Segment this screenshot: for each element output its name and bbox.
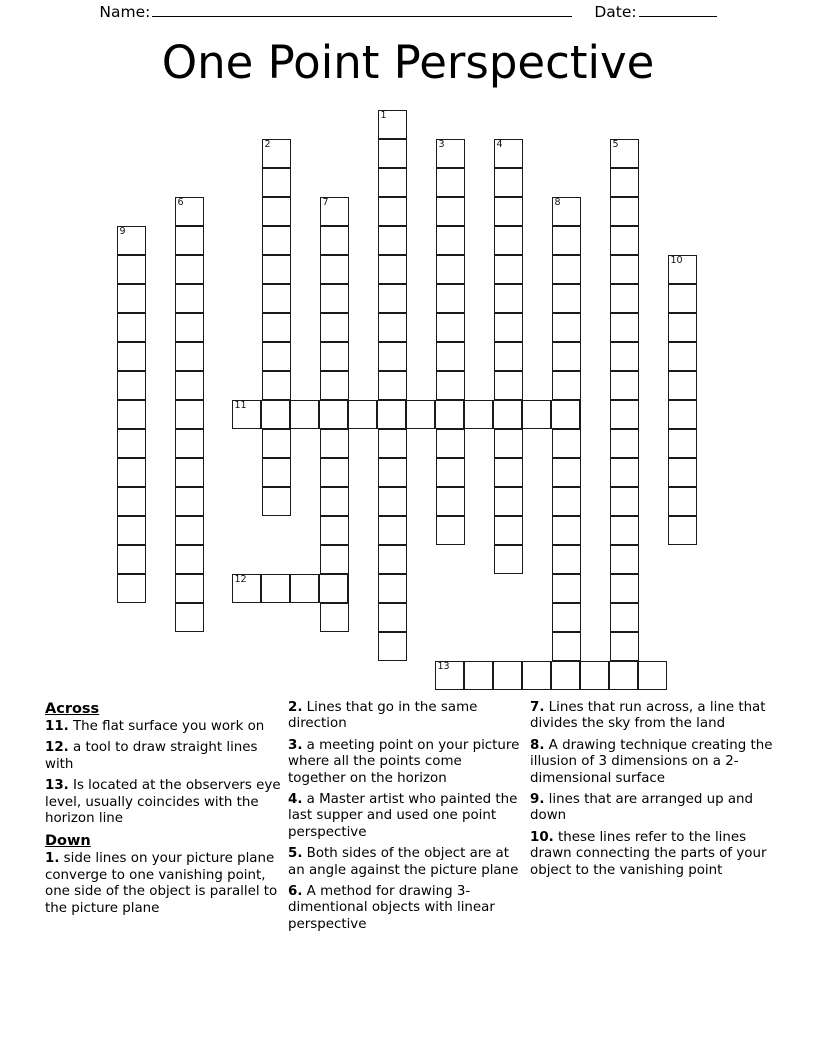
crossword-cell[interactable] [610,632,639,661]
crossword-cell[interactable] [378,545,407,574]
crossword-cell[interactable] [320,226,349,255]
crossword-cell[interactable] [552,342,581,371]
clue-down-8 [530,738,775,787]
crossword-cell[interactable] [493,400,522,429]
crossword-cell[interactable] [378,226,407,255]
crossword-cell[interactable] [610,197,639,226]
crossword-cell[interactable] [262,487,291,516]
clue-text: Lines that go in the same direction [288,700,478,732]
crossword-cell[interactable] [117,487,146,516]
crossword-cell[interactable] [493,661,522,690]
crossword-cell[interactable] [320,458,349,487]
crossword-cell[interactable] [610,458,639,487]
crossword-cell[interactable] [610,284,639,313]
crossword-cell[interactable] [378,632,407,661]
clue-number: 2. [288,700,303,715]
crossword-cell[interactable] [378,603,407,632]
crossword-cell[interactable] [175,429,204,458]
clue-number: 13. [45,778,69,794]
clue-text: A method for drawing 3-dimentional objects with linear perspective [288,884,495,932]
clue-number: 8. [530,737,545,753]
cell-number-10: 10 [670,255,683,266]
crossword-cell[interactable] [175,226,204,255]
crossword-cell[interactable] [406,400,435,429]
clue-text: a meeting point on your picture where all the points come together on the horizon [288,737,520,786]
down-heading: Down [45,833,91,850]
crossword-cell[interactable] [117,371,146,400]
crossword-cell[interactable] [117,458,146,487]
clue-text: these lines refer to the lines drawn connecting the parts of your object to the vanishing point [530,829,767,878]
crossword-cell[interactable] [175,545,204,574]
across-heading: Across [45,701,100,717]
clue-text: a Master artist who painted the last supper and used one point perspective [288,792,518,840]
clue-down-5 [288,846,521,879]
clues-area [45,700,775,990]
crossword-cell[interactable] [320,603,349,632]
crossword-cell[interactable] [610,429,639,458]
clue-number: 6. [288,884,303,900]
crossword-cell[interactable] [610,342,639,371]
crossword-cell[interactable] [175,255,204,284]
crossword-cell[interactable] [378,516,407,545]
crossword-cell[interactable] [436,342,465,371]
crossword-cell[interactable] [610,603,639,632]
crossword-cell-start-7[interactable] [320,197,349,226]
cell-number-7: 7 [322,197,329,208]
clues-column-3 [530,700,775,884]
crossword-cell[interactable] [552,516,581,545]
crossword-cell[interactable] [552,574,581,603]
clue-text: lines that are arranged up and down [530,792,754,824]
clue-down-2 [288,700,521,733]
crossword-cell[interactable] [552,371,581,400]
clue-text: a tool to draw straight lines with [45,740,258,772]
crossword-cell[interactable] [610,574,639,603]
crossword-cell[interactable] [494,168,523,197]
clue-text: Lines that run across, a line that divides the sky from the land [530,700,766,732]
crossword-cell[interactable] [494,429,523,458]
crossword-cell[interactable] [262,197,291,226]
crossword-cell[interactable] [436,487,465,516]
crossword-cell[interactable] [464,661,493,690]
clue-number: 12. [45,740,69,756]
crossword-cell-start-9[interactable] [117,226,146,255]
crossword-cell[interactable] [378,168,407,197]
cell-number-13: 13 [437,661,450,672]
crossword-cell-start-6[interactable] [175,197,204,226]
crossword-cell[interactable] [436,284,465,313]
crossword-cell-start-8[interactable] [552,197,581,226]
crossword-cell[interactable] [378,487,407,516]
cell-number-8: 8 [554,197,561,208]
crossword-cell[interactable] [319,400,348,429]
page-title: One Point Perspective [161,36,655,89]
crossword-cell[interactable] [436,197,465,226]
clue-text: side lines on your picture plane converge to one vanishing point, one side of the object is parallel to the picture plane [45,851,278,916]
crossword-cell[interactable] [436,371,465,400]
crossword-cell[interactable] [378,139,407,168]
crossword-cell[interactable] [320,342,349,371]
cell-number-3: 3 [438,139,445,150]
crossword-cell-start-3[interactable] [436,139,465,168]
crossword-cell[interactable] [175,574,204,603]
crossword-cell[interactable] [610,516,639,545]
crossword-cell[interactable] [551,661,580,690]
crossword-cell[interactable] [117,574,146,603]
crossword-cell[interactable] [262,168,291,197]
crossword-cell[interactable] [436,458,465,487]
crossword-cell[interactable] [609,661,638,690]
crossword-cell[interactable] [320,429,349,458]
crossword-cell[interactable] [320,516,349,545]
crossword-cell[interactable] [610,226,639,255]
crossword-cell-start-2[interactable] [262,139,291,168]
crossword-cell[interactable] [668,371,697,400]
cell-number-9: 9 [119,226,126,237]
crossword-cell[interactable] [262,313,291,342]
crossword-cell[interactable] [552,429,581,458]
crossword-cell[interactable] [610,168,639,197]
cell-number-4: 4 [496,139,503,150]
crossword-cell[interactable] [494,342,523,371]
crossword-cell[interactable] [552,487,581,516]
crossword-cell[interactable] [552,458,581,487]
crossword-cell[interactable] [494,458,523,487]
crossword-cell[interactable] [522,400,551,429]
crossword-cell[interactable] [668,400,697,429]
crossword-cell[interactable] [494,487,523,516]
crossword-cell[interactable] [494,255,523,284]
clue-down-10 [530,830,775,879]
crossword-cell[interactable] [436,168,465,197]
clue-down-1 [45,851,282,917]
crossword-cell-start-13[interactable] [435,661,464,690]
clue-text: Is located at the observers eye level, usually coincides with the horizon line [45,778,281,827]
crossword-cell[interactable] [638,661,667,690]
crossword-cell[interactable] [464,400,493,429]
crossword-cell[interactable] [262,284,291,313]
crossword-cell[interactable] [610,487,639,516]
crossword-cell[interactable] [436,255,465,284]
crossword-cell[interactable] [552,226,581,255]
crossword-cell[interactable] [378,429,407,458]
cell-number-6: 6 [177,197,184,208]
crossword-cell[interactable] [610,313,639,342]
crossword-cell[interactable] [261,574,290,603]
clues-column-1 [45,700,282,922]
crossword-cell[interactable] [610,545,639,574]
crossword-cell-start-5[interactable] [610,139,639,168]
clue-down-3 [288,738,521,787]
crossword-cell[interactable] [494,284,523,313]
clue-down-4 [288,792,521,841]
crossword-cell[interactable] [436,516,465,545]
crossword-cell-start-11[interactable] [232,400,261,429]
crossword-cell[interactable] [580,661,609,690]
crossword-cell[interactable] [117,429,146,458]
cell-number-2: 2 [264,139,271,150]
crossword-cell[interactable] [522,661,551,690]
crossword-cell[interactable] [494,226,523,255]
clue-down-6 [288,884,521,933]
crossword-cell[interactable] [668,487,697,516]
crossword-cell-start-12[interactable] [232,574,261,603]
crossword-cell[interactable] [117,284,146,313]
clue-number: 7. [530,700,545,715]
crossword-cell[interactable] [494,313,523,342]
crossword-cell[interactable] [552,284,581,313]
crossword-cell[interactable] [378,342,407,371]
crossword-cell[interactable] [436,313,465,342]
crossword-cell[interactable] [117,313,146,342]
crossword-cell[interactable] [117,545,146,574]
crossword-cell[interactable] [175,458,204,487]
crossword-cell[interactable] [262,255,291,284]
crossword-cell[interactable] [175,487,204,516]
clue-number: 9. [530,792,545,808]
clue-number: 5. [288,846,303,862]
crossword-cell[interactable] [494,516,523,545]
crossword-cell[interactable] [320,284,349,313]
clue-number: 3. [288,737,303,753]
clues-column-2 [288,700,521,938]
crossword-cell[interactable] [552,255,581,284]
crossword-cell[interactable] [320,487,349,516]
crossword-cell[interactable] [494,545,523,574]
crossword-cell[interactable] [610,400,639,429]
crossword-cell[interactable] [494,371,523,400]
crossword-cell[interactable] [175,371,204,400]
crossword-cell[interactable] [378,313,407,342]
crossword-cell[interactable] [117,342,146,371]
crossword-cell[interactable] [668,342,697,371]
cell-number-12: 12 [234,574,247,585]
crossword-cell[interactable] [378,197,407,226]
clue-text: A drawing technique creating the illusion of 3 dimensions on a 2-dimensional surface [530,737,773,786]
crossword-cell[interactable] [668,458,697,487]
crossword-cell[interactable] [117,516,146,545]
clue-text: The flat surface you work on [73,719,265,734]
crossword-cell[interactable] [668,516,697,545]
crossword-cell[interactable] [320,313,349,342]
crossword-cell[interactable] [290,574,319,603]
crossword-cell[interactable] [175,516,204,545]
crossword-cell[interactable] [290,400,319,429]
date-label: Date: [594,3,637,21]
crossword-cell[interactable] [319,574,348,603]
cell-number-11: 11 [234,400,247,411]
crossword-cell[interactable] [175,603,204,632]
crossword-cell[interactable] [378,255,407,284]
crossword-cell[interactable] [175,284,204,313]
crossword-cell[interactable] [668,313,697,342]
crossword-cell[interactable] [551,400,580,429]
crossword-cell[interactable] [377,400,406,429]
crossword-cell[interactable] [378,284,407,313]
clue-text: Both sides of the object are at an angle against the picture plane [288,846,519,878]
crossword-cell[interactable] [378,458,407,487]
crossword-cell[interactable] [320,545,349,574]
crossword-cell[interactable] [610,371,639,400]
crossword-cell[interactable] [262,458,291,487]
crossword-cell[interactable] [117,400,146,429]
clue-number: 1. [45,851,60,867]
clue-down-7 [530,700,775,733]
cell-number-1: 1 [380,110,387,121]
crossword-cell[interactable] [552,545,581,574]
name-label: Name: [99,3,151,21]
crossword-cell[interactable] [552,632,581,661]
crossword-cell[interactable] [117,255,146,284]
crossword-cell[interactable] [175,313,204,342]
crossword-cell[interactable] [378,574,407,603]
crossword-cell[interactable] [175,342,204,371]
crossword-cell[interactable] [262,342,291,371]
crossword-cell[interactable] [668,429,697,458]
crossword-cell-start-4[interactable] [494,139,523,168]
crossword-cell[interactable] [261,400,290,429]
crossword-cell[interactable] [320,371,349,400]
crossword-cell[interactable] [175,400,204,429]
crossword-cell[interactable] [262,226,291,255]
crossword-cell[interactable] [494,197,523,226]
crossword-cell-start-1[interactable] [378,110,407,139]
crossword-cell[interactable] [436,226,465,255]
crossword-cell[interactable] [262,429,291,458]
clue-number: 10. [530,829,554,845]
crossword-cell-start-10[interactable] [668,255,697,284]
crossword-cell[interactable] [610,255,639,284]
crossword-cell[interactable] [435,400,464,429]
crossword-cell[interactable] [378,371,407,400]
clue-number: 4. [288,792,303,808]
clue-number: 11. [45,719,69,734]
clue-across-13 [45,778,282,827]
clue-across-12 [45,740,282,773]
crossword-cell[interactable] [320,255,349,284]
crossword-cell[interactable] [262,371,291,400]
crossword-cell[interactable] [552,313,581,342]
crossword-cell[interactable] [552,603,581,632]
clue-across-11 [45,719,282,735]
crossword-cell[interactable] [348,400,377,429]
crossword-cell[interactable] [668,284,697,313]
crossword-cell[interactable] [436,429,465,458]
clue-down-9 [530,792,775,825]
cell-number-5: 5 [612,139,619,150]
